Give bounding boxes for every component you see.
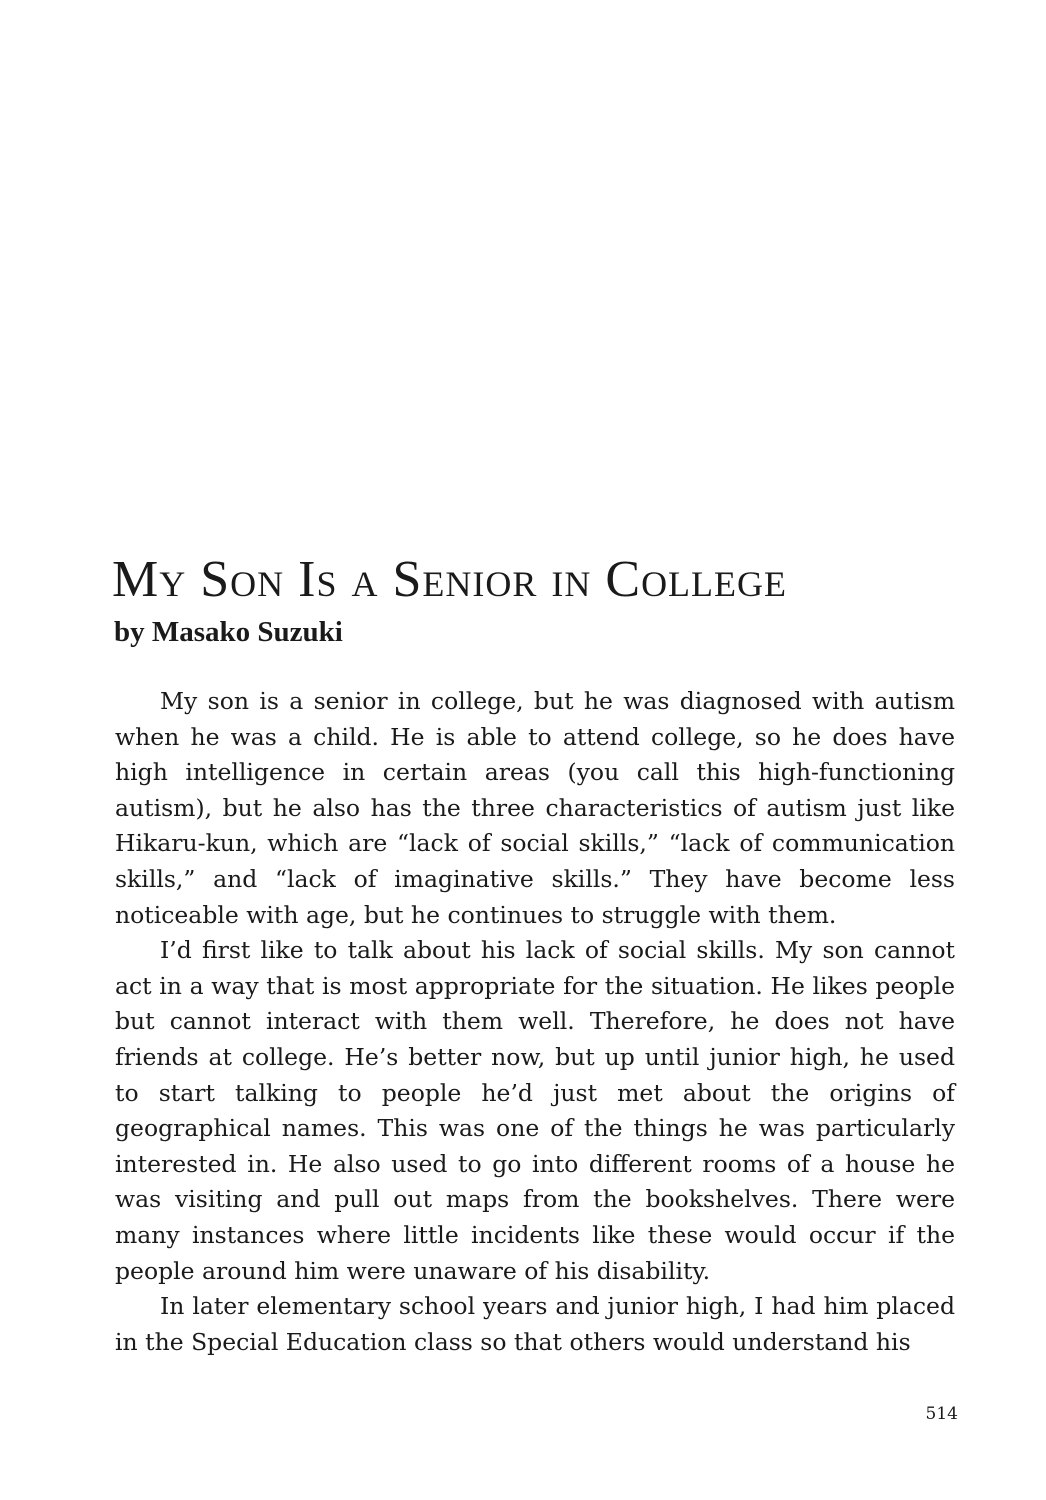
- paragraph: In later elementary school years and junior high, I had him placed in the Special Education class so that others would understand his: [115, 1292, 955, 1356]
- paragraph: I’d first like to talk about his lack of social skills. My son cannot act in a way that is most appropriate for the situation. He likes people but cannot interact with them well. Therefore, he does not have friends at college. He’s better now, but up until junior high, he used to start talking to people he’d just met about the origins of geographical names. This was one of the things he was particularly interested in. He also used to go into different rooms of a house he was visiting and pull out maps from the bookshelves. There were many instances where little incidents like these would occur if the people around him were unaware of his disability.: [115, 936, 955, 1285]
- page-number: 514: [925, 1404, 958, 1424]
- article-title: My Son Is a Senior in College: [112, 551, 788, 608]
- article-byline: by Masako Suzuki: [114, 616, 343, 648]
- paragraph: My son is a senior in college, but he was diagnosed with autism when he was a child. He is able to attend college, so he does have high intelligence in certain areas (you call this high-functioning autism), but he also has the three characteristics of autism just like Hikaru-kun, which are “lack of social skills,” “lack of communication skills,” and “lack of imaginative skills.” They have become less noticeable with age, but he continues to struggle with them.: [115, 687, 955, 929]
- article-body: [115, 684, 955, 1360]
